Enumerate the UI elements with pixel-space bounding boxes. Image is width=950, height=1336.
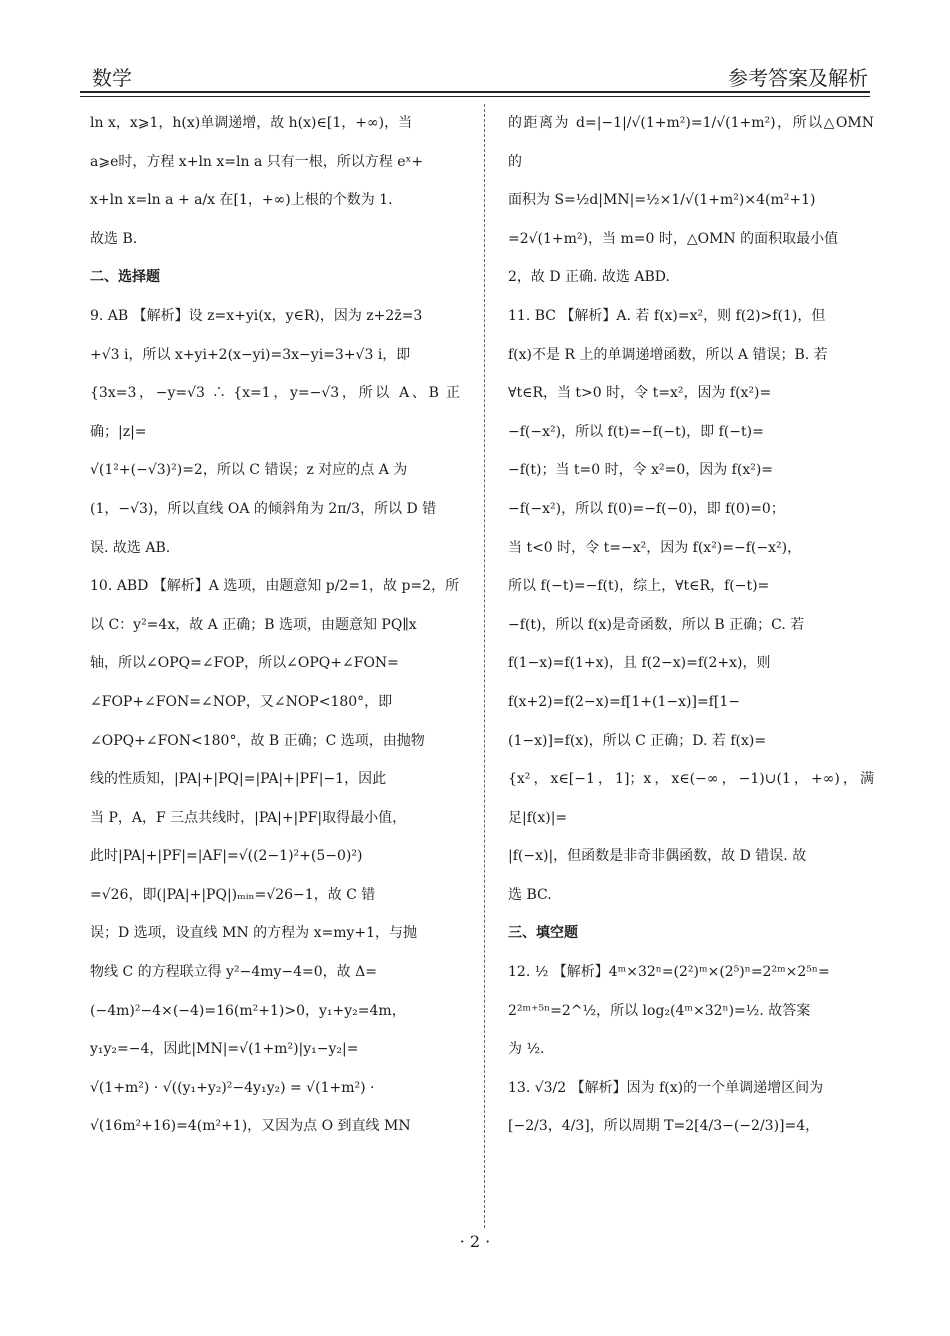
text-line: a⩾e时，方程 x+ln x=ln a 只有一根，所以方程 eˣ+	[90, 153, 424, 170]
header-rule-thin	[80, 96, 870, 97]
text-line: 当 t<0 时，令 t=−x²，因为 f(x²)=−f(−x²)，	[508, 539, 802, 556]
text-line: (1，−√3)，所以直线 OA 的倾斜角为 2π/3，所以 D 错	[90, 500, 437, 517]
text-line: 面积为 S=½d|MN|=½×1/√(1+m²)×4(m²+1)	[508, 192, 816, 209]
text-line: x+ln x=ln a + a/x 在[1，+∞)上根的个数为 1.	[90, 192, 393, 209]
text-line: 9. AB 【解析】设 z=x+yi(x，y∈R)，因为 z+2z̄=3	[90, 307, 423, 324]
text-line: 12. ½ 【解析】4ᵐ×32ⁿ=(2²)ᵐ×(2⁵)ⁿ=2²ᵐ×2⁵ⁿ=	[508, 964, 830, 981]
text-line: 轴，所以∠OPQ=∠FOP，所以∠OPQ+∠FON=	[90, 655, 399, 672]
text-line: ∠OPQ+∠FON<180°，故 B 正确；C 选项，由抛物	[90, 732, 425, 749]
subject-title: 数学	[92, 66, 132, 90]
text-line: 误. 故选 AB.	[90, 539, 171, 556]
text-line: 选 BC.	[508, 886, 552, 903]
text-line: 物线 C 的方程联立得 y²−4my−4=0，故 Δ=	[90, 964, 377, 981]
text-line: =√26，即(|PA|+|PQ|)ₘᵢₙ=√26−1，故 C 错	[90, 886, 376, 903]
text-line: 13. √3/2 【解析】因为 f(x)的一个单调递增区间为	[508, 1079, 824, 1096]
text-line: f(x)不是 R 上的单调递增函数，所以 A 错误；B. 若	[508, 346, 828, 363]
text-line: ln x，x⩾1，h(x)单调递增，故 h(x)∈[1，+∞)，当	[90, 115, 413, 131]
text-line: 为 ½.	[508, 1041, 545, 1058]
column-divider	[484, 104, 485, 1228]
text-line: 2²ᵐ⁺⁵ⁿ=2^½，所以 log₂(4ᵐ×32ⁿ)=½. 故答案	[508, 1002, 811, 1019]
text-line: |f(−x)|，但函数是非奇非偶函数，故 D 错误. 故	[508, 848, 807, 865]
text-line: √(1²+(−√3)²)=2，所以 C 错误；z 对应的点 A 为	[90, 462, 408, 479]
left-column	[90, 104, 460, 1146]
answer-title: 参考答案及解析	[728, 66, 868, 90]
text-line: {3x=3，−y=√3 ∴ {x=1，y=−√3，所以 A、B 正确；|z|=	[90, 385, 460, 440]
text-line: =2√(1+m²)，当 m=0 时，△OMN 的面积取最小值	[508, 230, 839, 247]
text-line: f(1−x)=f(1+x)，且 f(2−x)=f(2+x)，则	[508, 655, 771, 672]
text-line: 10. ABD 【解析】A 选项，由题意知 p/2=1，故 p=2，所	[90, 578, 460, 595]
text-line: y₁y₂=−4，因此|MN|=√(1+m²)|y₁−y₂|=	[90, 1041, 359, 1058]
text-line: ∠FOP+∠FON=∠NOP，又∠NOP<180°，即	[90, 693, 393, 710]
text-line: √(1+m²) · √((y₁+y₂)²−4y₁y₂) = √(1+m²) ·	[90, 1079, 375, 1096]
text-line: {x²，x∈[−1，1]；x，x∈(−∞，−1)∪(1，+∞)，满足|f(x)|=	[508, 771, 874, 826]
text-line: 故选 B.	[90, 230, 138, 247]
text-line: [−2/3，4/3]，所以周期 T=2[4/3−(−2/3)]=4，	[508, 1118, 820, 1135]
text-line: √(16m²+16)=4(m²+1)，又因为点 O 到直线 MN	[90, 1118, 411, 1135]
text-line: 此时|PA|+|PF|=|AF|=√((2−1)²+(5−0)²)	[90, 848, 363, 865]
text-line: 当 P，A，F 三点共线时，|PA|+|PF|取得最小值，	[90, 809, 407, 826]
text-line: (−4m)²−4×(−4)=16(m²+1)>0，y₁+y₂=4m，	[90, 1002, 406, 1019]
text-line: 以 C：y²=4x，故 A 正确；B 选项，由题意知 PQ∥x	[90, 616, 417, 633]
text-line: +√3 i，所以 x+yi+2(x−yi)=3x−yi=3+√3 i，即	[90, 346, 411, 363]
header-rule-thick	[80, 91, 870, 93]
text-line: 11. BC 【解析】A. 若 f(x)=x²，则 f(2)>f(1)，但	[508, 307, 826, 324]
page-number: · 2 ·	[459, 1232, 491, 1251]
right-column	[508, 104, 874, 1146]
text-line: 误；D 选项，设直线 MN 的方程为 x=my+1，与抛	[90, 925, 418, 942]
section-heading: 二、选择题	[90, 269, 160, 286]
text-line: −f(−x²)，所以 f(0)=−f(−0)，即 f(0)=0；	[508, 500, 785, 517]
text-line: 所以 f(−t)=−f(t)，综上，∀t∈R，f(−t)=	[508, 578, 770, 595]
text-line: (1−x)]=f(x)，所以 C 正确；D. 若 f(x)=	[508, 732, 767, 749]
text-line: −f(t)；当 t=0 时，令 x²=0，因为 f(x²)=	[508, 462, 774, 479]
section-heading: 三、填空题	[508, 925, 578, 942]
text-line: −f(t)，所以 f(x)是奇函数，所以 B 正确；C. 若	[508, 616, 805, 633]
text-line: ∀t∈R，当 t>0 时，令 t=x²，因为 f(x²)=	[508, 385, 772, 402]
text-line: −f(−x²)，所以 f(t)=−f(−t)，即 f(−t)=	[508, 423, 764, 440]
text-line: 线的性质知，|PA|+|PQ|=|PA|+|PF|−1，因此	[90, 771, 387, 788]
text-line: 的距离为 d=|−1|/√(1+m²)=1/√(1+m²)，所以△OMN 的	[508, 115, 874, 170]
text-line: f(x+2)=f(2−x)=f[1+(1−x)]=f[1−	[508, 693, 740, 710]
text-line: 2，故 D 正确. 故选 ABD.	[508, 269, 670, 286]
